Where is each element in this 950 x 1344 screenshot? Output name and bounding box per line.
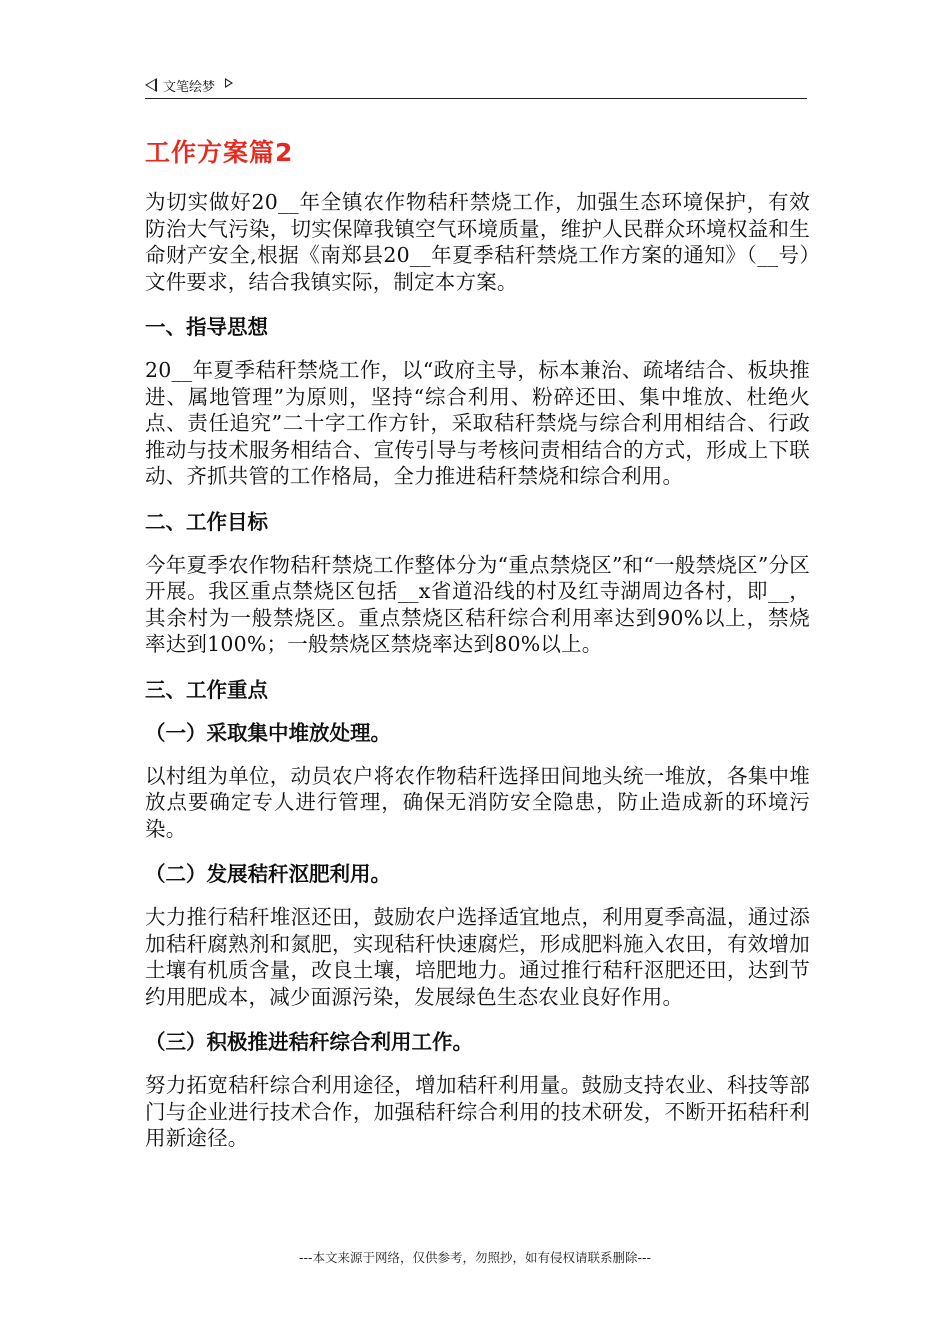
subsection-heading-composting: （二）发展秸秆沤肥利用。 bbox=[145, 862, 391, 886]
guiding-ideology-paragraph: 20__年夏季秸秆禁烧工作，以“政府主导，标本兼治、疏堵结合、板块推进、属地管理”为原则，坚持“综合利用、粉碎还田、集中堆放、杜绝火点、责任追究”二十字工作方针，采取秸秆禁烧与综合利用相结合、行政推动与技术服务相结合、宣传引导与考核问责相结合的方式，形成上下联动、齐抓共管的工作格局，全力推进秸秆禁烧和综合利用。 bbox=[145, 358, 810, 488]
footer-disclaimer: ---本文来源于网络，仅供参考，勿照抄，如有侵权请联系删除--- bbox=[298, 1250, 652, 1265]
subsection-heading-centralized-stacking: （一）采取集中堆放处理。 bbox=[145, 720, 391, 745]
triangle-right-icon bbox=[225, 78, 233, 88]
subsection-heading-comprehensive-use: （三）积极推进秸秆综合利用工作。 bbox=[145, 1030, 473, 1054]
section-heading-guiding-ideology: 一、指导思想 bbox=[145, 315, 268, 339]
document-body bbox=[145, 189, 810, 1171]
header-brand: 文笔绘梦 bbox=[163, 79, 216, 95]
section-heading-work-goals: 二、工作目标 bbox=[145, 509, 268, 534]
document-title: 工作方案篇2 bbox=[145, 138, 294, 167]
composting-paragraph: 大力推行秸秆堆沤还田，鼓励农户选择适宜地点，利用夏季高温，通过添加秸秆腐熟剂和氮肥，实现秸秆快速腐烂，形成肥料施入农田，有效增加土壤有机质含量，改良土壤，培肥地力。通过推行秸秆沤肥还田，达到节约用肥成本，减少面源污染，发展绿色生态农业良好作用。 bbox=[145, 905, 810, 1009]
centralized-stacking-paragraph: 以村组为单位，动员农户将农作物秸秆选择田间地头统一堆放，各集中堆放点要确定专人进行管理，确保无消防安全隐患，防止造成新的环境污染。 bbox=[145, 763, 810, 841]
page-header bbox=[145, 72, 807, 99]
intro-paragraph: 为切实做好20__年全镇农作物秸秆禁烧工作，加强生态环境保护，有效防治大气污染，切实保障我镇空气环境质量，维护人民群众环境权益和生命财产安全,根据《南郑县20__年夏季秸秆禁烧工作方案的通知》（__号）文件要求，结合我镇实际，制定本方案。 bbox=[145, 190, 810, 294]
comprehensive-use-paragraph: 努力拓宽秸秆综合利用途径，增加秸秆利用量。鼓励支持农业、科技等部门与企业进行技术合作，加强秸秆综合利用的技术研发，不断开拓秸秆利用新途径。 bbox=[145, 1073, 810, 1150]
work-goals-paragraph: 今年夏季农作物秸秆禁烧工作整体分为“重点禁烧区”和“一般禁烧区”分区开展。我区重点禁烧区包括__x省道沿线的村及红寺湖周边各村，即__，其余村为一般禁烧区。重点禁烧区秸秆综合利用率达到90%以上，禁烧率达到100%；一般禁烧区禁烧率达到80%以上。 bbox=[145, 552, 810, 656]
section-heading-work-focus: 三、工作重点 bbox=[145, 677, 268, 702]
triangle-left-icon bbox=[145, 78, 157, 92]
